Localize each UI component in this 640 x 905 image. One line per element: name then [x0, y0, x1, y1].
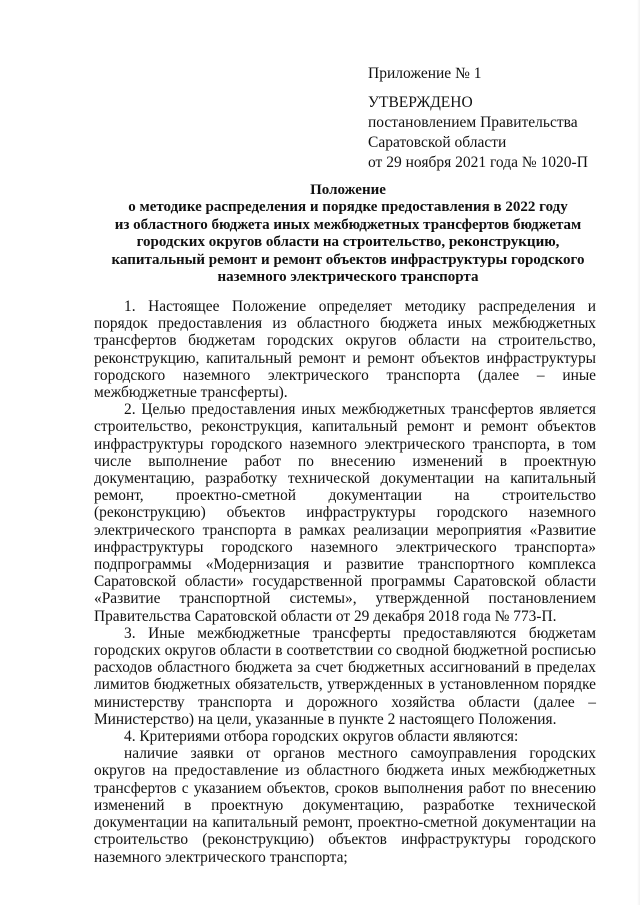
appendix-label: Приложение № 1 — [368, 65, 482, 82]
paragraph-4: 4. Критериями отбора городских округов области являются: — [124, 728, 519, 746]
paragraph-4-criterion-1: наличие заявки от органов местного самоуправления городских округов на предоставление из областного бюджета иных межбюджетных трансфертов с указанием объектов, сроков выполнения работ по внесению изменений в проектную документацию, разработке технической документации на капитальный ремонт, проектно-сметной документации на строительство (реконструкцию) объектов инфраструктуры городского наземного электрического транспорта; — [94, 745, 596, 866]
document-body — [94, 298, 596, 866]
approval-line-2: Саратовской области — [368, 134, 507, 151]
title-line: из областного бюджета иных межбюджетных трансфертов бюджетам — [114, 216, 582, 233]
title-line: городских округов области на строительство, реконструкцию, — [136, 234, 560, 251]
title-heading: Положение — [310, 182, 386, 198]
approval-line-1: постановлением Правительства — [368, 114, 578, 131]
paragraph-2: 2. Целью предоставления иных межбюджетных трансфертов является строительство, реконструкция, капитальный ремонт и ремонт объектов инфраструктуры городского наземного электрического транспорта, в том числе выполнение работ по внесению изменений в проектную документацию, разработку технической документации на капитальный ремонт, проектно-сметной документации на строительство (реконструкцию) объектов инфраструктуры городского наземного электрического транспорта в рамках реализации мероприятия «Развитие инфраструктуры городского наземного электрического транспорта» подпрограммы «Модернизация и развитие транспортного комплекса Саратовской области» государственной программы Саратовской области «Развитие транспортной системы», утвержденной постановлением Правительства Саратовской области от 29 декабря 2018 года № 773-П. — [94, 401, 596, 625]
approval-block — [368, 64, 618, 173]
title-line: о методике распределения и порядке предоставления в 2022 году — [128, 199, 568, 216]
approval-line-3: от 29 ноября 2021 года № 1020-П — [368, 154, 588, 171]
title-line: капитальный ремонт и ремонт объектов инфраструктуры городского — [111, 251, 585, 268]
paragraph-3: 3. Иные межбюджетные трансферты предоставляются бюджетам городских округов области в соответствии со сводной бюджетной росписью расходов областного бюджета за счет бюджетных ассигнований в пределах лимитов бюджетных обязательств, утвержденных в установленном порядке министерству транспорта и дорожного хозяйства области (далее – Министерство) на цели, указанные в пункте 2 настоящего Положения. — [94, 624, 596, 728]
approved-stamp-text: УТВЕРЖДЕНО — [368, 94, 473, 111]
title-line: наземного электрического транспорта — [217, 269, 479, 286]
paragraph-1: 1. Настоящее Положение определяет методику распределения и порядок предоставления из областного бюджета иных межбюджетных трансфертов бюджетам городских округов области на строительство, реконструкцию, капитальный ремонт и ремонт объектов инфраструктуры городского наземного электрического транспорта (далее – иные межбюджетные трансферты). — [94, 298, 596, 402]
document-title — [80, 182, 616, 286]
